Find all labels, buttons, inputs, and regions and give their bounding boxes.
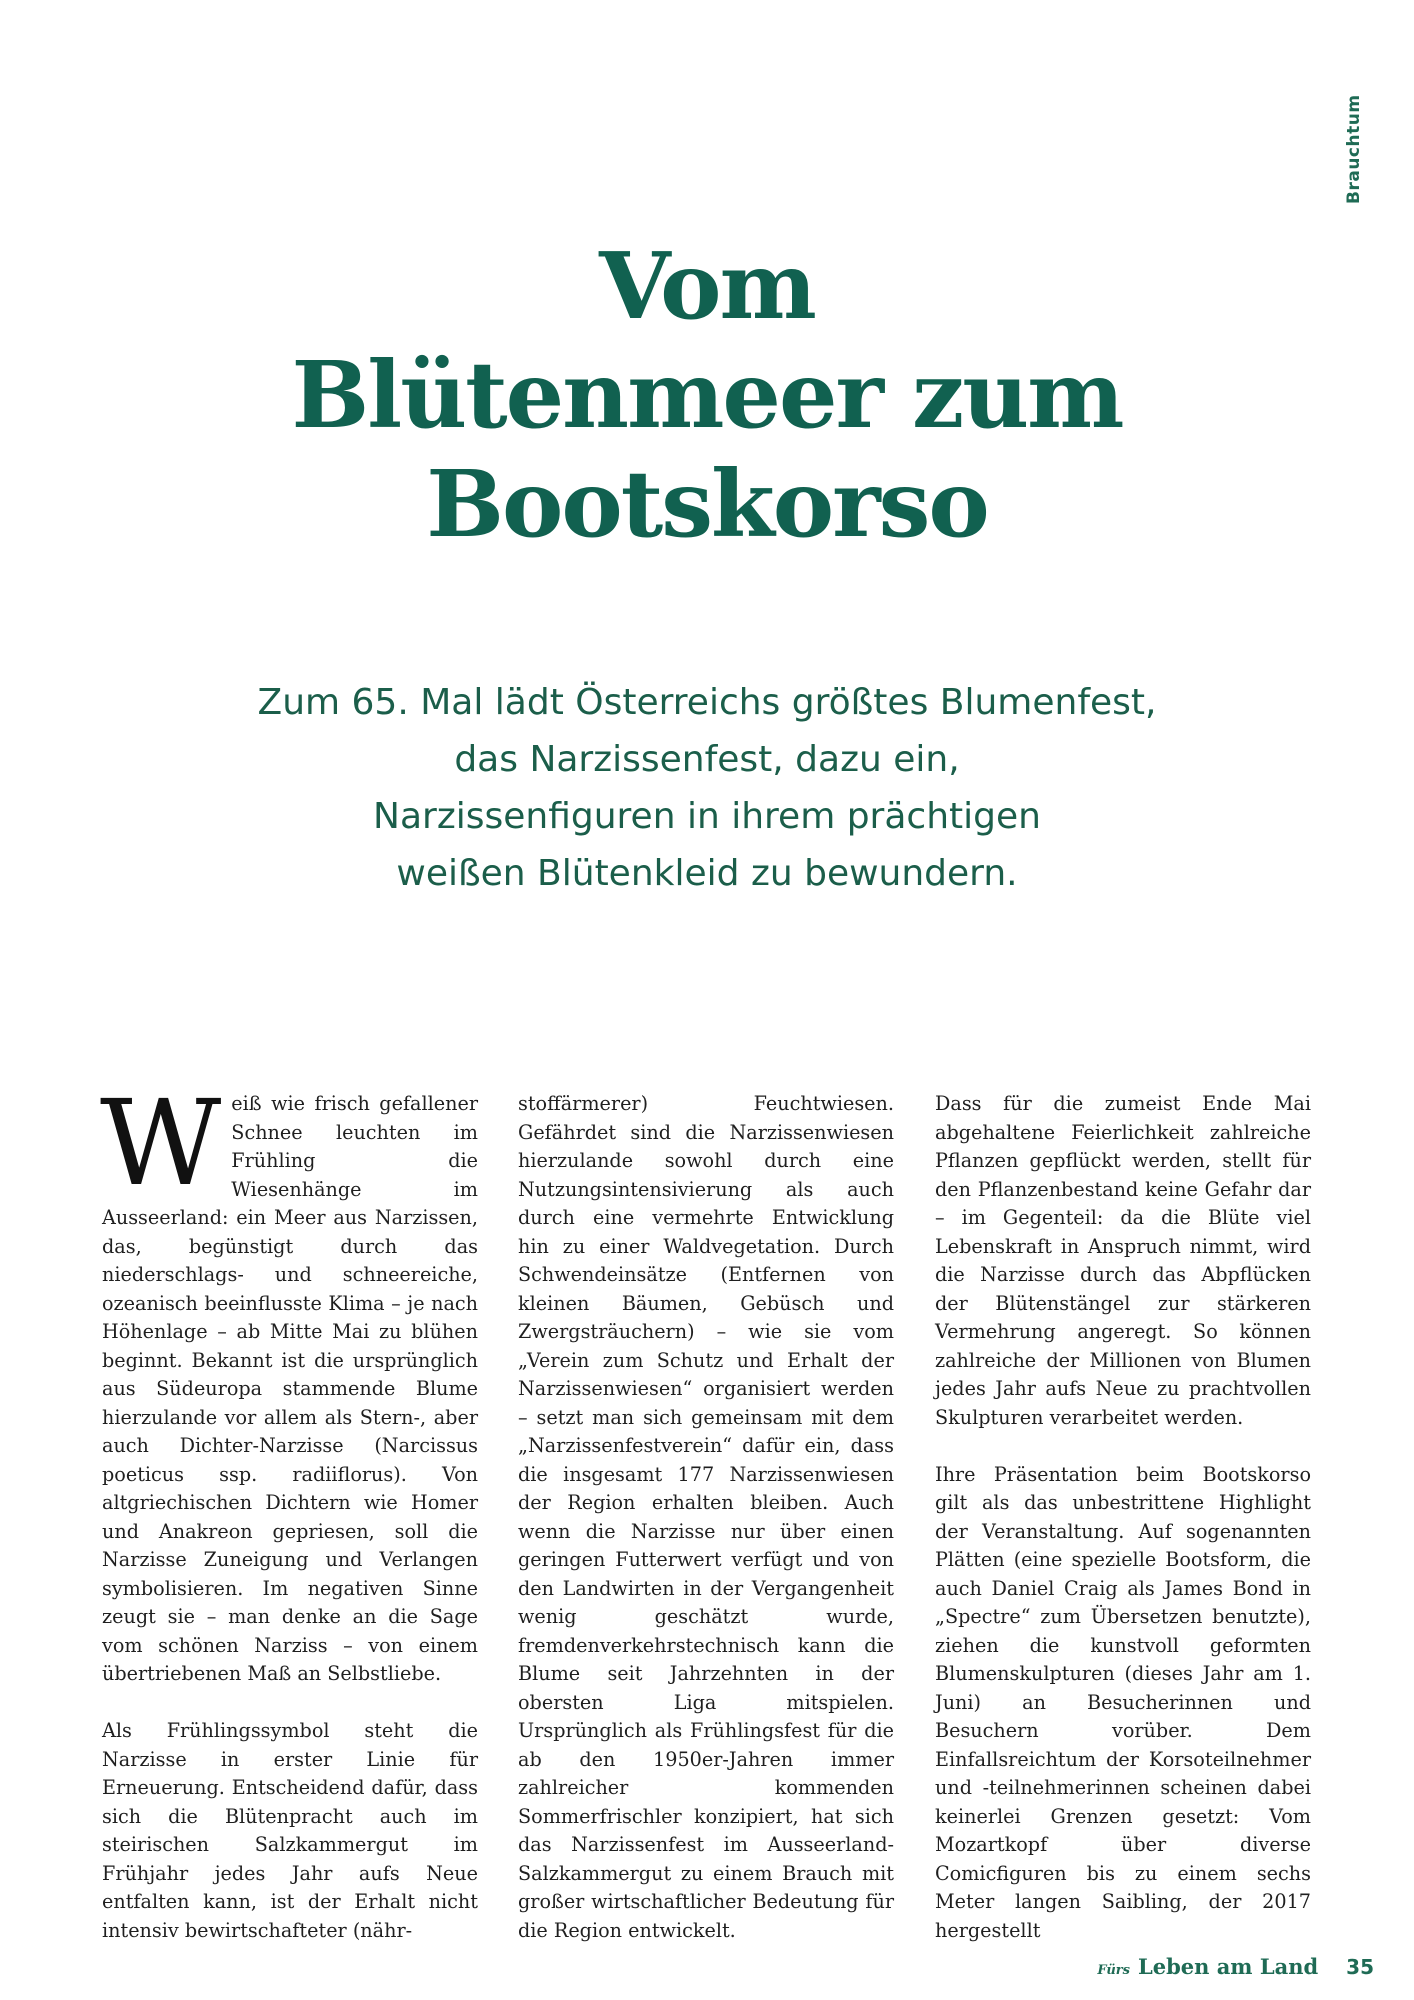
body-paragraph: Dass für die zumeist Ende Mai abgehaltene Feierlichkeit zahlreiche Pflanzen gepflückt werden, stellt für den Pflanzenbestand keine Gefahr dar – im Gegenteil: da die Blüte viel Lebenskraft in Anspruch nimmt, wird die Narzisse durch das Abpflücken der Blütenstängel zur stärkeren Vermehrung angeregt. So können zahlreiche der Millionen von Blumen jedes Jahr aufs Neue zu prachtvollen Skulpturen verarbeitet werden. bbox=[935, 1092, 1311, 1429]
section-tag: Brauchtum bbox=[1344, 94, 1364, 204]
page-footer bbox=[1097, 1954, 1374, 1984]
lead-paragraph bbox=[160, 674, 1254, 902]
lead-line: Zum 65. Mal lädt Österreichs größtes Blumenfest, bbox=[257, 682, 1157, 723]
body-paragraph: Als Frühlingssymbol steht die Narzisse in erster Linie für Erneuerung. Entscheidend dafür, dass sich die Blütenpracht auch im steirischen Salzkammergut im Frühjahr jedes Jahr aufs Neue entfalten kann, ist der Erhalt nicht intensiv bewirtschafteter (nähr- bbox=[102, 1719, 478, 1942]
body-column-3 bbox=[935, 1090, 1311, 1945]
lead-line: weißen Blütenkleid zu bewundern. bbox=[396, 853, 1018, 894]
drop-cap: W bbox=[100, 1074, 222, 1212]
magazine-name: Leben am Land bbox=[1137, 1954, 1319, 1979]
title-line: Blütenmeer zum bbox=[291, 341, 1123, 449]
body-paragraph: Ihre Präsentation beim Bootskorso gilt als das unbestrittene Highlight der Veranstaltung. Auf sogenannten Plätten (eine spezielle Bootsform, die auch Daniel Craig als James Bond in „Spectre“ zum Übersetzen benutzte), ziehen die kunstvoll geformten Blumenskulpturen (dieses Jahr am 1. Juni) an Besucherinnen und Besuchern vorüber. Dem Einfallsreichtum der Korsoteilnehmer und -teilnehmerinnen scheinen dabei keinerlei Grenzen gesetzt: Vom Mozartkopf über diverse Comicfiguren bis zu einem sechs Meter langen Saibling, der 2017 hergestellt bbox=[935, 1462, 1311, 1942]
body-paragraph: stoffärmerer) Feuchtwiesen. Gefährdet sind die Narzissenwiesen hierzulande sowohl durch eine Nutzungsintensivierung als auch durch eine vermehrte Entwicklung hin zu einer Waldvegetation. Durch Schwendeinsätze (Entfernen von kleinen Bäumen, Gebüsch und Zwergsträuchern) – wie sie vom „Verein zum Schutz und Erhalt der Narzissenwiesen“ organisiert werden – setzt man sich gemeinsam mit dem „Narzissenfestverein“ dafür ein, dass die insgesamt 177 Narzissenwiesen der Region erhalten bleiben. Auch wenn die Narzisse nur über einen geringen Futterwert verfügt und von den Landwirten in der Vergangenheit wenig geschätzt wurde, fremdenverkehrstechnisch kann die Blume seit Jahrzehnten in der obersten Liga mitspielen. Ursprünglich als Frühlingsfest für die ab den 1950er-Jahren immer zahlreicher kommenden Sommerfrischler konzipiert, hat sich das Narzissenfest im Ausseerland-Salzkammergut zu einem Brauch mit großer wirtschaftlicher Bedeutung für die Region entwickelt. bbox=[518, 1092, 894, 1942]
article-title bbox=[150, 232, 1264, 559]
body-paragraph bbox=[100, 1074, 478, 1689]
magazine-kicker: Fürs bbox=[1097, 1963, 1130, 1978]
body-column-1 bbox=[100, 1074, 478, 1945]
title-line: Bootskorso bbox=[426, 450, 988, 558]
title-line: Vom bbox=[599, 232, 815, 340]
body-column-2 bbox=[518, 1090, 894, 1945]
lead-line: Narzissenfiguren in ihrem prächtigen bbox=[373, 796, 1041, 837]
paragraph-text: eiß wie frisch gefallener Schnee leuchten im Frühling die Wiesenhänge im Ausseerland: ein Meer aus Narzissen, das, begünstigt durch das niederschlags- und schneereiche, ozeanisch beeinflusste Klima – je nach Höhenlage – ab Mitte Mai zu blühen beginnt. Bekannt ist die ursprünglich aus Südeuropa stammende Blume hierzulande vor allem als Stern-, aber auch Dichter-Narzisse (Narcissus poeticus ssp. radiiflorus). Von altgriechischen Dichtern wie Homer und Anakreon gepriesen, soll die Narzisse Zuneigung und Verlangen symbolisieren. Im negativen Sinne zeugt sie – man denke an die Sage vom schönen Narziss – von einem übertriebenen Maß an Selbstliebe. bbox=[102, 1092, 478, 1685]
lead-line: das Narzissenfest, dazu ein, bbox=[454, 739, 960, 780]
page-number: 35 bbox=[1346, 1955, 1374, 1979]
